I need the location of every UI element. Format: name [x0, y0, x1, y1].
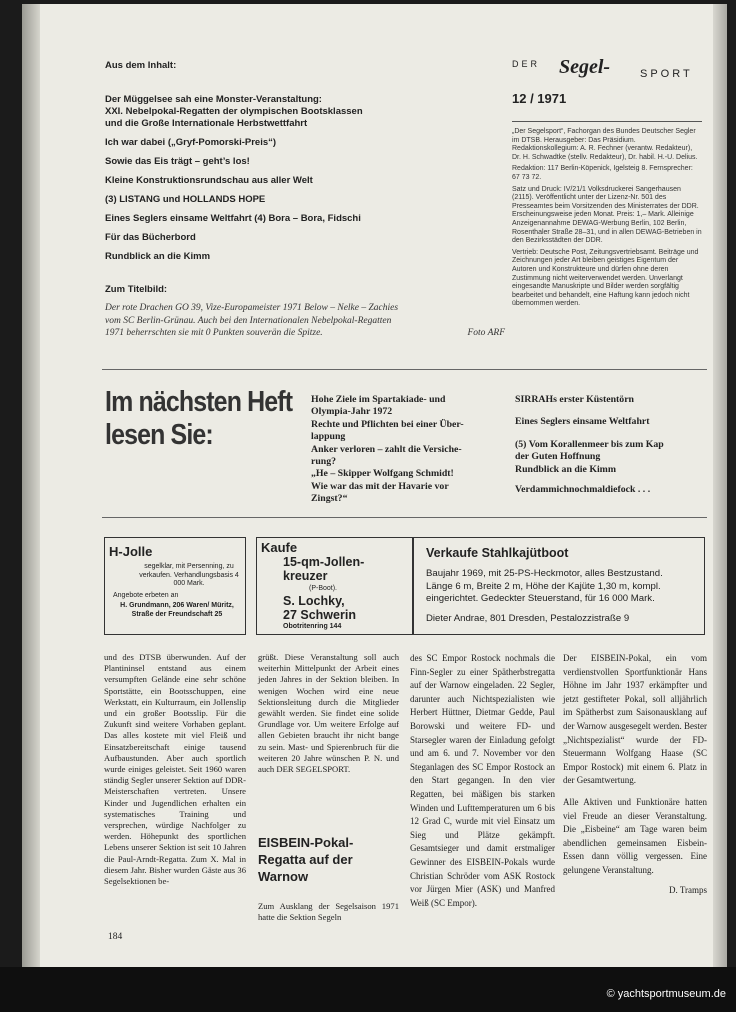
masthead-der: DER [512, 59, 541, 69]
article-headline: EISBEIN-Pokal-Regatta auf der Warnow [258, 835, 354, 884]
page-number: 184 [108, 932, 123, 942]
cover-heading: Zum Titelbild: [105, 284, 168, 295]
colophon-distribution: Vertrieb: Deutsche Post, Zeitungsvertriebsamt. Beiträge und Zeichnungen jeder Art bleiben geistiges Eigentum der Autoren und Konstrukteure und dürfen ohne deren Zustimmung nicht weiterverwendet werden. Unverlangt eingesandte Manuskripte und Bilder werden sorgfältig bearbeitet und behandelt, eine Haftung kann jedoch nicht übernommen werden. [512, 248, 699, 308]
toc-item: XXI. Nebelpokal-Regatten der olympischen Bootsklassen [105, 106, 363, 117]
ad-title: Kaufe [261, 540, 298, 555]
ad-line: kreuzer [283, 569, 328, 583]
ad-line: eingerichtet. Gedeckter Steuerstand, für 16 000 Mark. [426, 593, 655, 605]
preview-item: Rundblick an die Kimm [515, 463, 616, 475]
preview-item: Hohe Ziele im Spartakiade- und [311, 394, 446, 405]
article-col-3 [410, 652, 555, 910]
ad-city: 27 Schwerin [283, 608, 356, 622]
preview-headline-line: lesen Sie: [105, 419, 213, 451]
ad-address: Dieter Andrae, 801 Dresden, Pestalozzistraße 9 [426, 613, 630, 624]
cover-line: vom SC Berlin-Grünau. Auch bei den Internationalen Nebelpokal-Regatten [105, 315, 392, 326]
preview-item: Zingst?“ [311, 493, 348, 505]
ad-offer: Angebote erbeten an [113, 592, 179, 599]
preview-item: „He – Skipper Wolfgang Schmidt! [311, 468, 454, 480]
article-text: und des DTSB überwunden. Auf der Plantininsel entstand aus einem versumpften Gelände eine sehr schöne Sportstätte, ein Bootsschuppen, eine Werkstatt, ein Kulturraum, ein Jollenslip und ein großer Bootsslip. Für die Zukunft sind weitere Vorhaben geplant. Das alles kostete mit viel Fleiß und Einsatzbereitschaft einige tausend Aufbaustunden. Aber auch sportlich wurde einiges geleistet. Seit 1960 waren ständig Segler unserer Sektion auf DDR-Meisterschaften vertreten. Unsere Kinder und Jugendlichen erhalten ein systematisches Training und versprechen, würdige Nachfolger zu werden. Höhepunkt des sportlichen Lebens unserer Sektion ist seit 10 Jahren die Paul-Arndt-Regatta. Zum X. Mal in diesem Jahr. Bisher wurden Gäste aus 36 Segelsektionen be- [104, 652, 246, 887]
preview-item: Eines Seglers einsame Weltfahrt [515, 416, 650, 428]
colophon-printing: Satz und Druck: IV/21/1 Volksdruckerei Sangerhausen (2115). Veröffentlicht unter der Lizenz-Nr. 501 des Presseamtes beim Vorsitzenden des Ministerrates der DDR. Erscheinungsweise jeden Monat. Preis: 1,– Mark. Alleinige Anzeigenannahme DEWAG-Werbung Berlin, 102 Berlin, Rosenthaler Straße 28–31, und in allen DEWAG-Betrieben in den Bezirksstädten der DDR. [512, 185, 702, 245]
colophon-publisher: „Der Segelsport“, Fachorgan des Bundes Deutscher Segler im DTSB. Herausgeber: Das Präsidium. Redaktionskollegium: A. R. Fechner (verantw. Redakteur), Dr. H. Schwadtke (stellv. Redakteur), Dr. habil. H.-U. Delius. [512, 128, 698, 161]
ad-title: H-Jolle [109, 544, 153, 559]
colophon-editorial: Redaktion: 117 Berlin-Köpenick, Igelsteig 8. Fernsprecher: 67 73 72. [512, 165, 693, 181]
article-text: Zum Ausklang der Segelsaison 1971 hatte die Sektion Segeln [258, 901, 399, 923]
preview-headline [105, 386, 292, 452]
toc-item: Ich war dabei („Gryf-Pomorski-Preis“) [105, 137, 277, 148]
ad-stahlkajuetboot [413, 537, 705, 635]
masthead-segel: Segel- [559, 56, 611, 78]
watermark: © yachtsportmuseum.de [606, 988, 726, 1000]
preview-item: Anker verloren – zahlt die Versiche- [311, 443, 462, 455]
cover-line: Der rote Drachen GO 39, Vize-Europameister 1971 Below – Nelke – Zachies [105, 303, 399, 313]
preview-item: (5) Vom Korallenmeer bis zum Kap [515, 438, 664, 450]
preview-col-2 [515, 394, 707, 496]
preview-item: lappung [311, 431, 346, 443]
separator-rule [102, 369, 707, 370]
cover-line: 1971 beherrschten sie mit 0 Punkten souverän die Spitze. [105, 328, 323, 338]
toc-item: und die Große Internationale Herbstwettfahrt [105, 118, 308, 129]
preview-item [515, 476, 707, 484]
cover-caption [105, 302, 505, 340]
ad-line: Länge 6 m, Breite 2 m, Höhe der Kajüte 1,30 m, kompl. [426, 580, 661, 592]
ad-sub: (P-Boot). [309, 585, 338, 592]
toc-item: Sowie das Eis trägt – geht’s los! [105, 156, 250, 167]
preview-item: Olympia-Jahr 1972 [311, 406, 393, 418]
ad-line: Baujahr 1969, mit 25-PS-Heckmotor, alles Bestzustand. [426, 568, 663, 579]
ad-boat [283, 555, 364, 583]
ad-name: S. Lochky, [283, 594, 345, 608]
toc-item: (3) LISTANG und HOLLANDS HOPE [105, 194, 266, 205]
separator-rule [102, 517, 707, 518]
ad-title: Verkaufe Stahlkajütboot [426, 546, 569, 560]
ad-text [426, 568, 663, 606]
ad-street: Obotritenring 144 [283, 623, 342, 630]
preview-item [515, 406, 707, 416]
article-text: grüßt. Diese Veranstaltung soll auch weiterhin Mittelpunkt der Arbeit eines jeden Jahres in der Sektion bleiben. In wenigen Wochen wird eine neue Sektionsleitung durch die Mitglieder gewählt werden. Sie findet eine solide Grundlage vor. Um weitere Erfolge auf allen Gebieten braucht ihr nicht bange zu sein. Mast- und Spierenbruch für die weiteren 20 Jahre wünschen P. N. und auch DER SEGELSPORT. [258, 652, 399, 775]
preview-item: Verdammichnochmaldiefock . . . [515, 484, 651, 496]
preview-item: Rechte und Pflichten bei einer Über- [311, 418, 464, 430]
magazine-page [22, 4, 727, 967]
article-signature: D. Tramps [668, 884, 707, 895]
masthead-sport: SPORT [640, 68, 693, 80]
colophon [512, 128, 702, 312]
toc-list [105, 94, 435, 263]
ad-contact [283, 594, 356, 622]
preview-item: Wie war das mit der Havarie vor [311, 480, 449, 492]
masthead-rule [512, 121, 702, 122]
article-col-2b [258, 901, 399, 923]
photo-credit: Foto ARF [467, 328, 505, 338]
ad-h-jolle [104, 537, 246, 635]
toc-heading: Aus dem Inhalt: [105, 60, 177, 71]
issue-number: 12 / 1971 [512, 91, 567, 106]
toc-item: Für das Bücherbord [105, 232, 196, 243]
article-col-2 [258, 652, 399, 775]
page-edge [713, 4, 727, 967]
article-text: Der EISBEIN-Pokal, ein vom verdienstvollen Sportfunktionär Hans Höhne im Jahr 1937 erkämpfter und jetzt gestifteter Pokal, soll alljährlich im Spätherbst zum Saisonausklang auf der Warnow ausgesegelt werden. Bester „Nichtspezialist“ wurde der FD-Steuermann Wolfgang Haase (SC Empor Rostock) mit einem 6. Platz in der Gesamtwertung. [563, 653, 707, 786]
toc-item: Rundblick an die Kimm [105, 251, 211, 262]
preview-item: der Guten Hoffnung [515, 451, 601, 463]
ad-address: H. Grundmann, 206 Waren/ Müritz, Straße der Freundschaft 25 [120, 602, 234, 618]
article-text: Alle Aktiven und Funktionäre hatten viel Freude an dieser Veranstaltung. Die „Eisbeine“ am Tage waren beim abendlichen gemeinsamen Eisbein-Essen dann völlig vergessen. Eine gelungene Veranstaltung. [563, 796, 707, 875]
preview-headline-line: Im nächsten Heft [105, 386, 293, 418]
preview-col-1 [311, 394, 499, 506]
ad-text: segelklar, mit Persenning, zu verkaufen. Verhandlungsbasis 4 000 Mark. [139, 563, 239, 587]
ad-kaufe [256, 537, 413, 635]
toc-item: Eines Seglers einsame Weltfahrt (4) Bora – Bora, Fidschi [105, 213, 361, 224]
article-text: des SC Empor Rostock nochmals die Finn-Segler zu einer Spätherbstregatta auf der Warnow eingeladen. 22 Segler, darunter auch Nichtspezialisten wie Herbert Hüttner, Dietmar Gedde, Paul Borowski und weitere FD- und Starsegler waren der Einladung gefolgt und am 6. und 7. November vor den Steganlagen des SC Empor Rostock an den Start gegangen. In den vier Regatten, bei mäßigen bis starken Winden und Lufttemperaturen um 6 bis 12 Grad C, wurde mit viel Einsatz um Sieg und Plätze gekämpft. Gesamtsieger und damit erstmaliger Gewinner des EISBEIN-Pokals wurde Christian Schröder vom ASK Rostock vor Jürgen Mier (ASK) und Manfred Weiß (SC Empor). [410, 653, 555, 908]
preview-item: rung? [311, 456, 337, 468]
article-col-1 [104, 652, 246, 887]
ad-line: 15-qm-Jollen- [283, 555, 365, 569]
preview-item [515, 429, 707, 439]
article-col-4 [563, 652, 707, 897]
cover-line-wrap [105, 327, 505, 340]
page-spine [22, 4, 40, 967]
toc-item: Der Müggelsee sah eine Monster-Veranstaltung: [105, 94, 322, 105]
preview-item: SIRRAHs erster Küstentörn [515, 394, 635, 405]
toc-item: Kleine Konstruktionsrundschau aus aller Welt [105, 175, 313, 186]
